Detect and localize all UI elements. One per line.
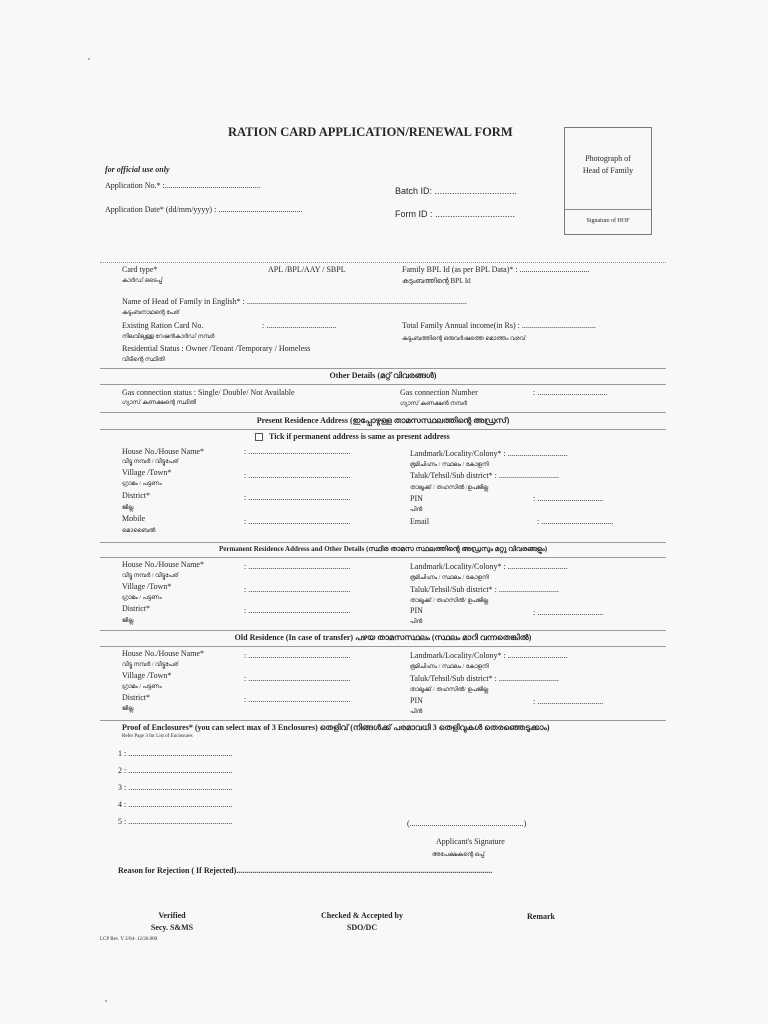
present-mobile-field[interactable]: : ................................................... — [244, 517, 351, 526]
permanent-village-label-ml: ഗ്രാമം / പട്ടണം — [122, 595, 162, 601]
sdo-dc-label: SDO/DC — [346, 923, 378, 932]
permanent-taluk-label-ml: താലൂക്ക് / തഹസിൽ/ ഉപജില്ല — [410, 598, 489, 604]
old-village-field[interactable]: : ................................................... — [244, 674, 351, 683]
checked-accepted-label: Checked & Accepted by — [321, 911, 403, 920]
permanent-landmark-field[interactable]: Landmark/Locality/Colony* : .............................. — [410, 562, 568, 571]
permanent-district-field[interactable]: : ................................................... — [244, 606, 351, 615]
present-pin-label-ml: പിൻ — [410, 507, 423, 513]
present-taluk-field[interactable]: Taluk/Tehsil/Sub district* : .............................. — [410, 471, 559, 480]
scan-speck — [88, 58, 90, 60]
old-house-label-ml: വീട്ടു നമ്പർ / വീട്ടുപേര് — [122, 662, 179, 668]
section-divider — [100, 384, 666, 385]
present-house-label-ml: വീട്ടു നമ്പർ / വീട്ടുപേര് — [122, 459, 179, 465]
card-type-options[interactable]: APL /BPL/AAY / SBPL — [268, 265, 346, 274]
existing-card-label: Existing Ration Card No. — [122, 321, 204, 330]
same-address-label: Tick if permanent address is same as present address — [269, 432, 450, 441]
section-divider — [100, 262, 666, 263]
form-title: RATION CARD APPLICATION/RENEWAL FORM — [228, 125, 513, 139]
permanent-pin-field[interactable]: : ................................. — [533, 608, 604, 617]
old-pin-label-ml: പിൻ — [410, 709, 423, 715]
section-divider — [100, 646, 666, 647]
card-type-label: Card type* — [122, 265, 158, 274]
old-district-label: District* — [122, 693, 150, 702]
gas-number-label: Gas connection Number — [400, 388, 478, 397]
present-district-label: District* — [122, 491, 150, 500]
gas-number-field[interactable]: : ................................... — [533, 388, 608, 397]
present-house-field[interactable]: : ................................................... — [244, 447, 351, 456]
permanent-pin-label-ml: പിൻ — [410, 619, 423, 625]
gas-status-field[interactable]: Gas connection status : Single/ Double/ Not Available — [122, 388, 295, 397]
present-house-label: House No./House Name* — [122, 447, 204, 456]
enclosure-field-5[interactable]: 5 : .................................................... — [118, 817, 233, 826]
present-taluk-label-ml: താലൂക്ക് / തഹസിൽ /ഉപജില്ല — [410, 485, 489, 491]
scan-speck — [105, 1000, 107, 1002]
present-email-field[interactable]: : .................................... — [537, 517, 614, 526]
old-landmark-field[interactable]: Landmark/Locality/Colony* : .............................. — [410, 651, 568, 660]
old-house-label: House No./House Name* — [122, 649, 204, 658]
section-divider — [100, 412, 666, 413]
old-village-label: Village /Town* — [122, 671, 172, 680]
residential-status[interactable]: Residential Status : Owner /Tenant /Temporary / Homeless — [122, 344, 311, 353]
same-address-checkbox[interactable] — [255, 433, 263, 441]
present-landmark-field[interactable]: Landmark/Locality/Colony* : .............................. — [410, 449, 568, 458]
official-use-label: for official use only — [105, 165, 170, 174]
photo-box-divider — [565, 209, 651, 210]
permanent-district-label-ml: ജില്ല — [122, 618, 134, 624]
permanent-house-label-ml: വീട്ടു നമ്പർ / വീട്ടുപേര് — [122, 573, 179, 579]
gas-status-label-ml: ഗ്യാസ് കണക്ഷന്റെ സ്ഥിതി — [122, 400, 197, 406]
applicant-signature-label-ml: അപേക്ഷകന്റെ ഒപ്പ് — [432, 852, 485, 858]
present-pin-label: PIN — [410, 494, 423, 503]
permanent-address-heading: Permanent Residence Address and Other Details (സ്ഥിര താമസ സ്ഥലത്തിന്റെ അഡ്രസും മറ്റു വിവരങ്ങളും) — [218, 545, 548, 553]
other-details-heading: Other Details (മറ്റ് വിവരങ്ങൾ) — [329, 371, 437, 380]
present-pin-field[interactable]: : ................................. — [533, 494, 604, 503]
present-district-field[interactable]: : ................................................... — [244, 493, 351, 502]
enclosure-field-1[interactable]: 1 : .................................................... — [118, 749, 233, 758]
section-divider — [100, 542, 666, 543]
old-district-field[interactable]: : ................................................... — [244, 695, 351, 704]
permanent-village-label: Village /Town* — [122, 582, 172, 591]
enclosure-field-2[interactable]: 2 : .................................................... — [118, 766, 233, 775]
card-type-label-ml: കാർഡ് ടൈപ്പ് — [122, 278, 163, 284]
head-name-field[interactable]: Name of Head of Family in English* : .............................................................................................................. — [122, 297, 467, 306]
head-name-label-ml: കുടുംബനാഥന്റെ പേര് — [122, 310, 180, 316]
old-village-label-ml: ഗ്രാമം / പട്ടണം — [122, 684, 162, 690]
form-code: LCP Rev. V 2/04- 12/20.000 — [100, 937, 158, 942]
section-divider — [100, 368, 666, 369]
permanent-landmark-label-ml: ഭൂമിചിഹ്നം / സ്ഥലം / കോളനി — [410, 575, 489, 581]
secy-label: Secy. S&MS — [150, 923, 194, 932]
present-mobile-label: Mobile — [122, 514, 146, 523]
enclosures-heading: Proof of Enclosures* (you can select max of 3 Enclosures) തെളിവ് (നിങ്ങൾക്ക് പരമാവധി 3 തെളിവുകൾ തെരഞ്ഞെടുക്കാം) — [122, 723, 550, 732]
present-village-field[interactable]: : ................................................... — [244, 471, 351, 480]
form-id-field[interactable]: Form ID : ................................ — [395, 209, 516, 219]
old-residence-heading: Old Residence (In case of transfer) പഴയ താമസസ്ഥലം (സ്ഥലം മാറി വന്നതെങ്കിൽ) — [234, 633, 532, 642]
present-email-label: Email — [410, 517, 430, 526]
present-district-label-ml: ജില്ല — [122, 505, 134, 511]
photo-label-1: Photograph of — [585, 154, 631, 163]
photo-label-2: Head of Family — [582, 166, 634, 175]
present-village-label: Village /Town* — [122, 468, 172, 477]
section-divider — [100, 630, 666, 631]
rejection-reason-field[interactable]: Reason for Rejection ( If Rejected)................................................................................................................................ — [118, 866, 493, 875]
batch-id-field[interactable]: Batch ID: ................................. — [395, 186, 518, 196]
permanent-house-field[interactable]: : ................................................... — [244, 562, 351, 571]
permanent-pin-label: PIN — [410, 606, 423, 615]
old-pin-field[interactable]: : ................................. — [533, 697, 604, 706]
existing-card-field[interactable]: : ................................... — [262, 321, 337, 330]
old-taluk-label-ml: താലൂക്ക് / തഹസിൽ/ ഉപജില്ല — [410, 687, 489, 693]
section-divider — [100, 720, 666, 721]
applicant-signature-label: Applicant's Signature — [436, 837, 505, 846]
hof-signature-label: Signature of HOF — [586, 218, 630, 224]
present-landmark-label-ml: ഭൂമിചിഹ്നം / സ്ഥലം / കോളനി — [410, 462, 489, 468]
permanent-district-label: District* — [122, 604, 150, 613]
present-mobile-label-ml: മൊബൈൽ — [122, 528, 156, 534]
section-divider — [100, 557, 666, 558]
old-house-field[interactable]: : ................................................... — [244, 651, 351, 660]
bpl-id-label-ml: കുടുംബത്തിന്റെ BPL Id — [402, 277, 471, 285]
residential-status-ml: വീടിന്റെ സ്ഥിതി — [122, 357, 165, 363]
applicant-signature-field[interactable]: (.........................................................) — [407, 819, 527, 828]
income-field[interactable]: Total Family Annual income(in Rs) : ..................................... — [402, 321, 596, 330]
old-pin-label: PIN — [410, 696, 423, 705]
permanent-village-field[interactable]: : ................................................... — [244, 585, 351, 594]
old-landmark-label-ml: ഭൂമിചിഹ്നം / സ്ഥലം / കോളനി — [410, 664, 489, 670]
bpl-id-field[interactable]: Family BPL Id (as per BPL Data)* : ................................... — [402, 265, 590, 274]
gas-number-label-ml: ഗ്യാസ് കണക്ഷൻ നമ്പർ — [400, 401, 467, 407]
permanent-house-label: House No./House Name* — [122, 560, 204, 569]
verified-label: Verified — [158, 911, 186, 920]
application-no-field[interactable]: Application No.* :................................................ — [105, 181, 261, 190]
remark-label: Remark — [527, 912, 555, 921]
section-divider — [100, 429, 666, 430]
enclosure-field-3[interactable]: 3 : .................................................... — [118, 783, 233, 792]
enclosure-field-4[interactable]: 4 : .................................................... — [118, 800, 233, 809]
application-date-field[interactable]: Application Date* (dd/mm/yyyy) : .......................................... — [105, 205, 303, 214]
permanent-taluk-field[interactable]: Taluk/Tehsil/Sub district* : .............................. — [410, 585, 559, 594]
old-taluk-field[interactable]: Taluk/Tehsil/Sub district* : .............................. — [410, 674, 559, 683]
old-district-label-ml: ജില്ല — [122, 706, 134, 712]
existing-card-label-ml: നിലവിലുള്ള റേഷൻകാർഡ് നമ്പർ — [122, 334, 215, 340]
present-address-heading: Present Residence Address (ഇപ്പോഴുള്ള താമസസ്ഥലത്തിന്റെ അഡ്രസ്) — [256, 416, 510, 425]
present-village-label-ml: ഗ്രാമം / പട്ടണം — [122, 481, 162, 487]
enclosures-refer-note: Refer Page 3 for List of Enclosures — [122, 734, 193, 739]
income-label-ml: കുടുംബത്തിന്റെ ഒരുവർഷത്തെ മൊത്തം വരവ് — [402, 336, 526, 342]
